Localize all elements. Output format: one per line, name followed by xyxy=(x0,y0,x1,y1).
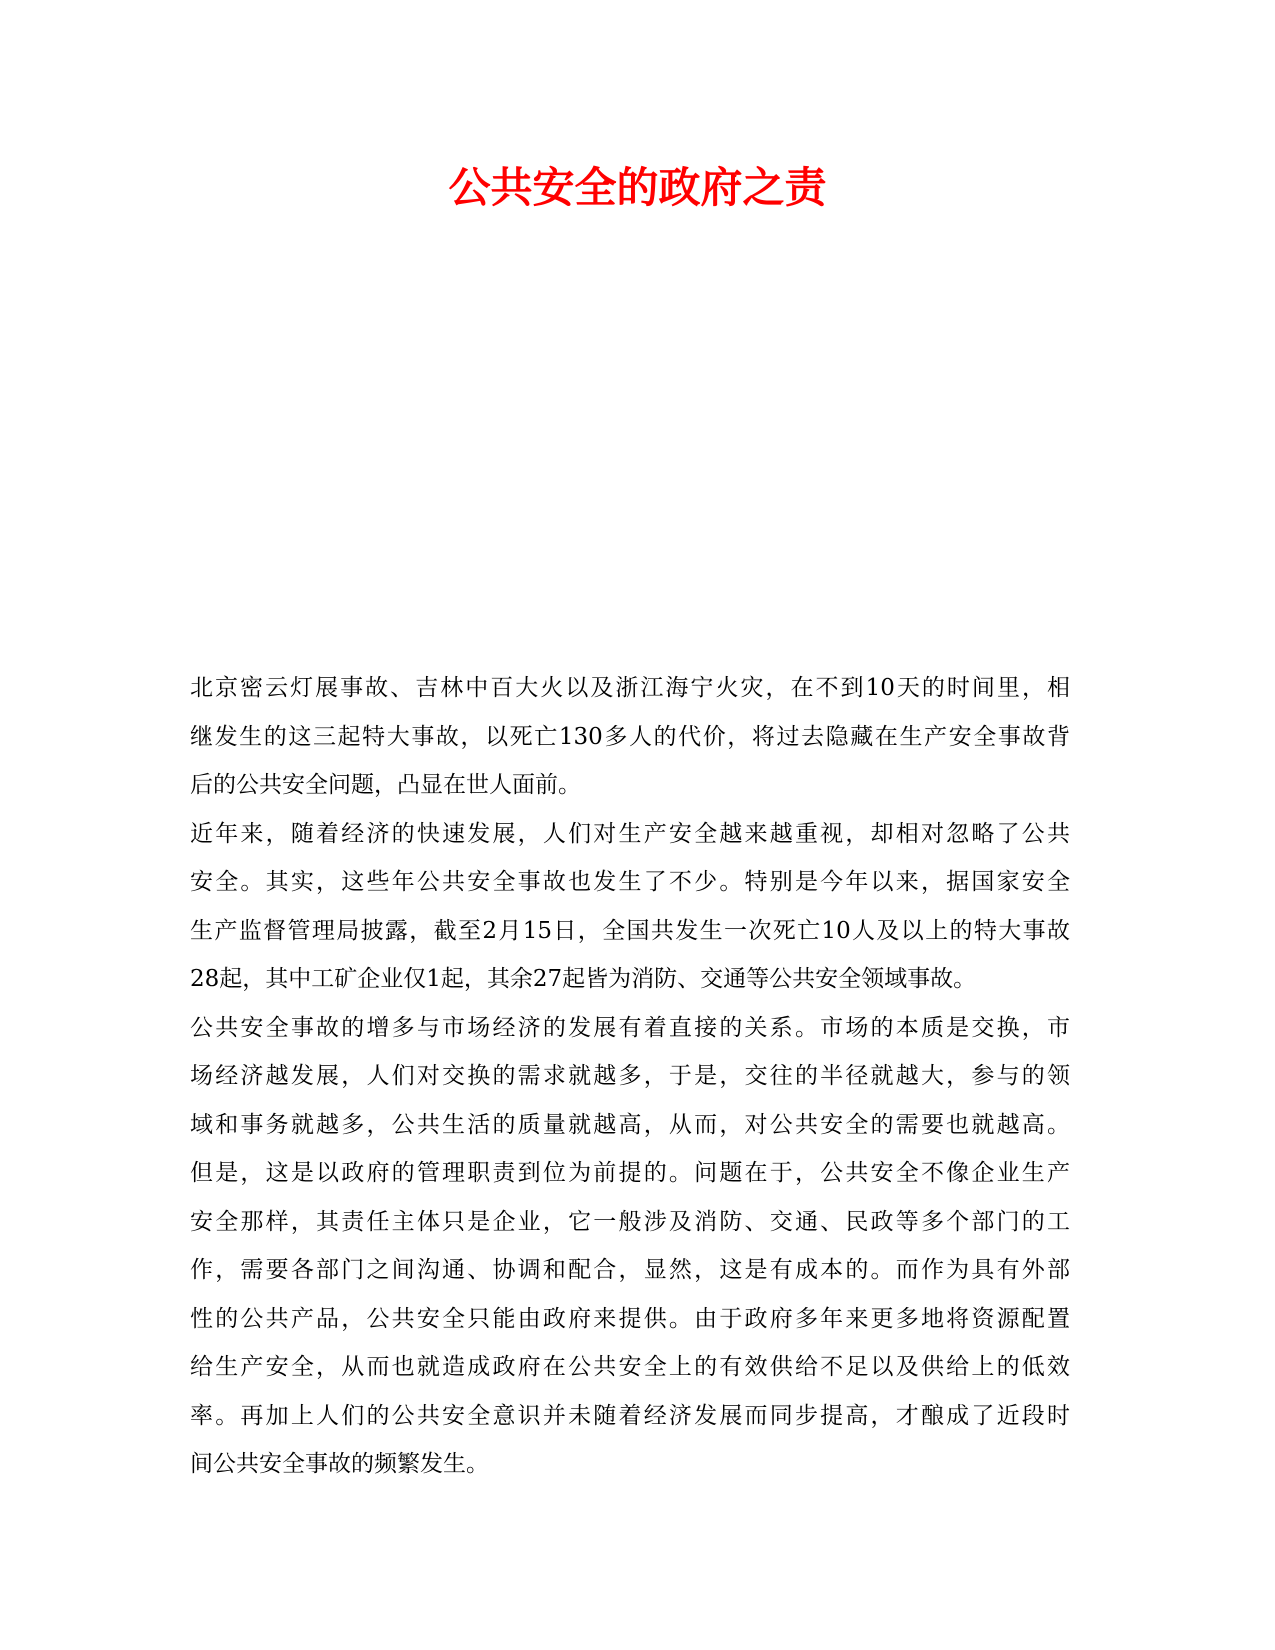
paragraph-line: 后的公共安全问题，凸显在世人面前。 xyxy=(190,772,581,798)
paragraph-line: 安全那样，其责任主体只是企业，它一般涉及消防、交通、民政等多个部门的工 xyxy=(190,1208,1070,1235)
paragraph-line: 近年来，随着经济的快速发展，人们对生产安全越来越重视，却相对忽略了公共 xyxy=(190,820,1070,847)
paragraph xyxy=(190,810,1070,1004)
paragraph-line: 公共安全事故的增多与市场经济的发展有着直接的关系。市场的本质是交换，市 xyxy=(190,1014,1070,1041)
paragraph-line: 继发生的这三起特大事故，以死亡130多人的代价，将过去隐藏在生产安全事故背 xyxy=(190,723,1070,750)
document-body xyxy=(190,664,1070,1489)
paragraph xyxy=(190,1004,1070,1489)
paragraph-line: 给生产安全，从而也就造成政府在公共安全上的有效供给不足以及供给上的低效 xyxy=(190,1354,1070,1380)
paragraph xyxy=(190,664,1070,810)
paragraph-line: 生产监督管理局披露，截至2月15日，全国共发生一次死亡10人及以上的特大事故 xyxy=(190,917,1070,944)
paragraph-line: 场经济越发展，人们对交换的需求就越多，于是，交往的半径就越大，参与的领 xyxy=(190,1063,1070,1089)
paragraph-line: 安全。其实，这些年公共安全事故也发生了不少。特别是今年以来，据国家安全 xyxy=(190,869,1070,895)
paragraph-line: 28起，其中工矿企业仅1起，其余27起皆为消防、交通等公共安全领域事故。 xyxy=(190,966,977,992)
paragraph-line: 作，需要各部门之间沟通、协调和配合，显然，这是有成本的。而作为具有外部 xyxy=(190,1257,1070,1283)
paragraph-line: 北京密云灯展事故、吉林中百大火以及浙江海宁火灾，在不到10天的时间里，相 xyxy=(190,675,1070,701)
paragraph-line: 域和事务就越多，公共生活的质量就越高，从而，对公共安全的需要也就越高。 xyxy=(190,1111,1070,1138)
document-title: 公共安全的政府之责 xyxy=(448,163,827,212)
paragraph-line: 但是，这是以政府的管理职责到位为前提的。问题在于，公共安全不像企业生产 xyxy=(190,1160,1070,1186)
paragraph-line: 性的公共产品，公共安全只能由政府来提供。由于政府多年来更多地将资源配置 xyxy=(190,1305,1070,1332)
paragraph-line: 率。再加上人们的公共安全意识并未随着经济发展而同步提高，才酿成了近段时 xyxy=(190,1402,1070,1429)
paragraph-line: 间公共安全事故的频繁发生。 xyxy=(190,1451,489,1477)
